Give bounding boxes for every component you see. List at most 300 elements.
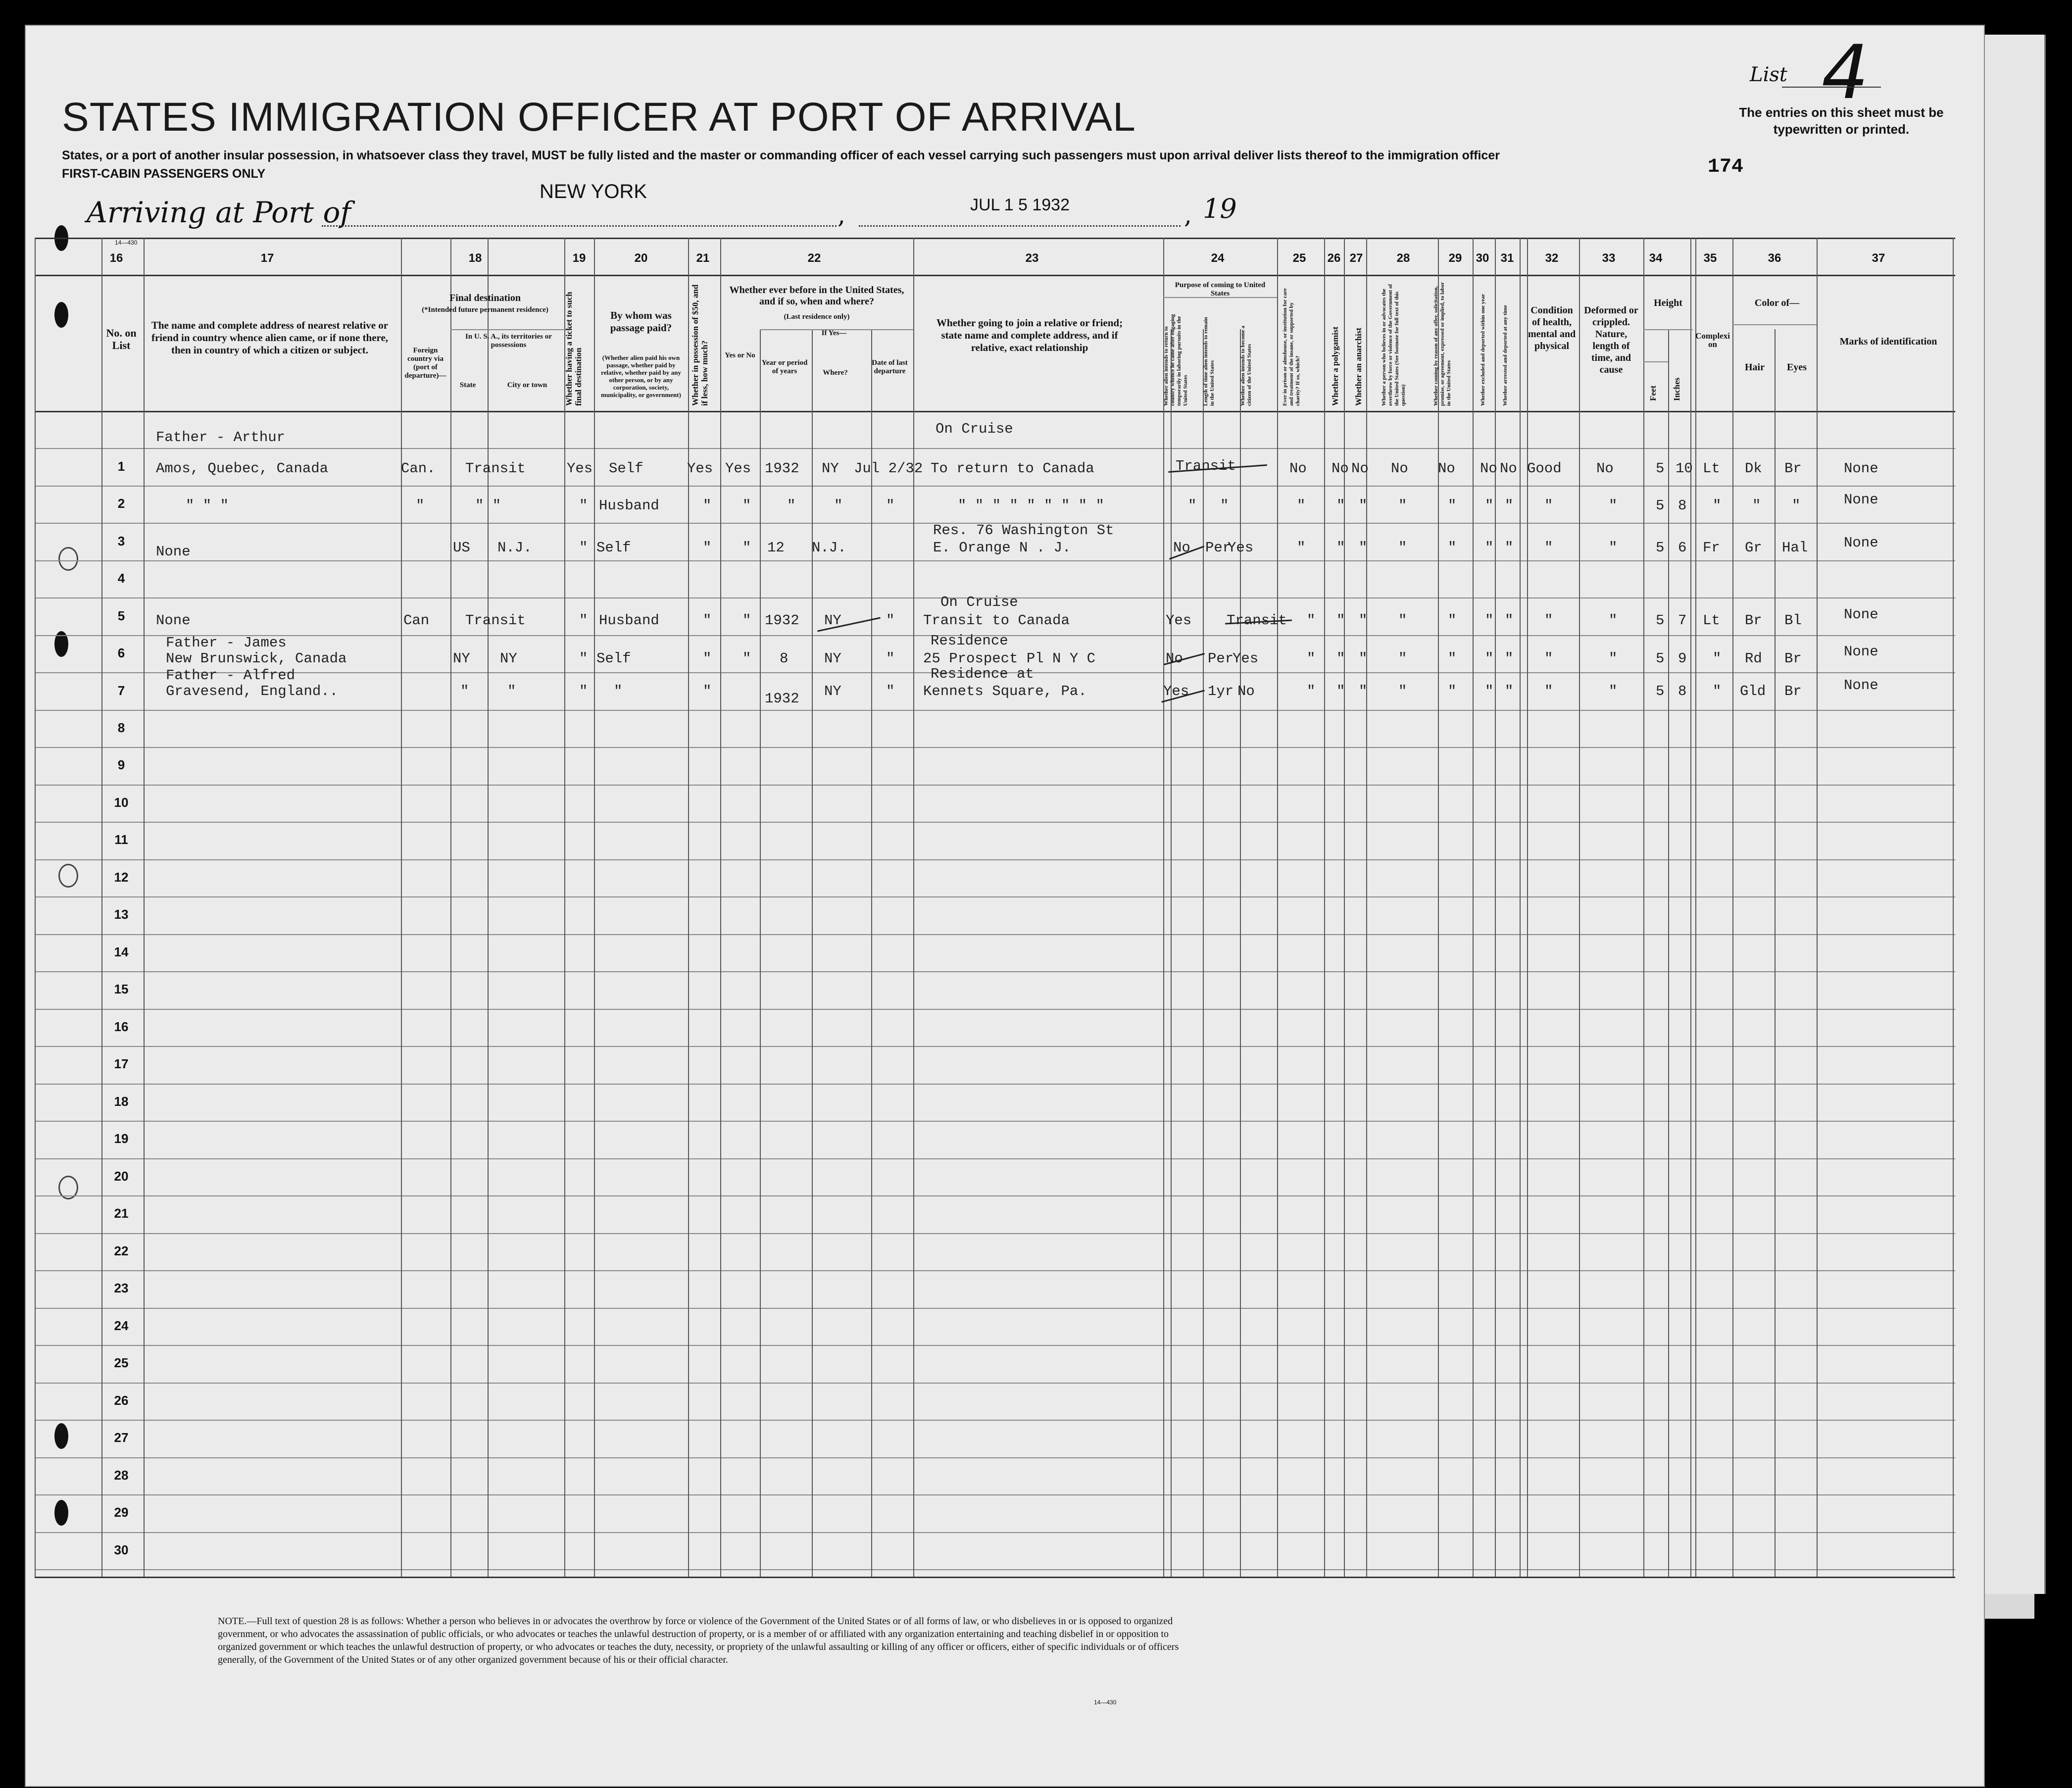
header-complexion: Complexion — [1695, 331, 1730, 349]
entry-text: " — [1792, 497, 1801, 514]
header-where: Where? — [823, 369, 848, 377]
row-number: 1 — [117, 459, 125, 474]
header-purpose-return: Whether alien intends to return to country whence he came after engaging temporarily in laboring pursuits in the United States — [1163, 314, 1188, 406]
entry-text: " — [703, 497, 712, 514]
entry-text: Transit — [465, 612, 526, 629]
entry-text: Hal — [1782, 540, 1808, 556]
entry-text: Yes — [687, 460, 713, 477]
entry-text: " — [1448, 683, 1457, 699]
header-marks: Marks of identification — [1839, 336, 1937, 347]
entry-text: No — [1332, 460, 1349, 477]
entry-text: " — [1448, 612, 1457, 629]
header-city: City or town — [507, 381, 547, 389]
row-number: 3 — [117, 534, 125, 548]
entry-text: " — [1297, 497, 1306, 514]
entry-text: No — [1173, 540, 1190, 556]
header-state: State — [459, 381, 476, 389]
entry-text: 6 — [1678, 540, 1687, 556]
table-column-rule — [594, 238, 595, 1577]
table-column-rule — [1953, 238, 1954, 1577]
entry-text: " — [1505, 497, 1514, 514]
entry-text: " — [703, 683, 712, 699]
row-number: 30 — [114, 1542, 129, 1557]
entry-text: " — [1609, 650, 1618, 667]
table-rule — [1732, 324, 1817, 325]
entry-text: 1yr — [1208, 683, 1234, 699]
header-inches: Inches — [1672, 377, 1681, 401]
header-ever-before-sub: (Last residence only) — [784, 313, 850, 321]
entry-text: " — [1307, 650, 1316, 667]
table-rule — [35, 1577, 1955, 1578]
entry-text: " — [1307, 612, 1316, 629]
table-column-rule — [1775, 329, 1776, 1577]
table-rule — [35, 1195, 1955, 1196]
entry-text: On Cruise — [936, 421, 1013, 437]
entry-text: " — [1359, 497, 1368, 514]
header-date-departure: Date of last departure — [872, 359, 908, 375]
header-purpose: Purpose of coming to United States — [1175, 281, 1266, 298]
table-rule — [35, 1121, 1955, 1122]
entry-text: 1932 — [765, 691, 799, 707]
row-number: 15 — [114, 982, 129, 996]
entry-text: " — [1336, 650, 1345, 667]
entry-text: New Brunswick, Canada — [166, 650, 347, 667]
row-number: 14 — [114, 944, 129, 959]
column-number: 27 — [1349, 251, 1363, 265]
entry-text: NY — [824, 683, 841, 699]
entry-text: 8 — [1678, 683, 1687, 699]
table-rule — [35, 238, 1955, 239]
entry-text: " — [742, 497, 751, 514]
row-number: 27 — [114, 1430, 129, 1445]
entry-text: Self — [609, 460, 643, 477]
entry-text: " — [1544, 497, 1553, 514]
entry-text: " — [1336, 540, 1345, 556]
entry-text: Self — [596, 650, 631, 667]
table-rule — [1643, 329, 1693, 330]
entry-text: Kennets Square, Pa. — [923, 683, 1087, 699]
entry-text: " — [1307, 683, 1316, 699]
arriving-label: Arriving at Port of — [87, 196, 351, 229]
table-rule — [35, 1569, 1955, 1570]
entry-text: " — [614, 683, 623, 699]
entry-text: " — [1609, 497, 1618, 514]
header-prison: Ever in prison or almshouse, or institution for care and treatment of the insane, or supported by charity? If so, which? — [1282, 288, 1301, 406]
header-color: Color of— — [1754, 298, 1800, 308]
entry-text: Br — [1745, 612, 1762, 629]
table-rule — [35, 1270, 1955, 1271]
entry-text: Bl — [1784, 612, 1802, 629]
entry-text: 25 Prospect Pl N Y C — [923, 650, 1096, 667]
entry-text: 7 — [1678, 612, 1687, 629]
entry-text: Father - James — [166, 635, 287, 651]
entry-text: " — [1359, 650, 1368, 667]
table-column-rule — [1668, 329, 1669, 1577]
row-number: 19 — [114, 1131, 129, 1146]
list-label: List — [1750, 63, 1787, 86]
entry-text: 8 — [780, 650, 789, 667]
entry-text: " — [1448, 650, 1457, 667]
row-number: 29 — [114, 1505, 129, 1520]
entry-text: " — [1297, 540, 1306, 556]
entry-text: 8 — [1678, 497, 1687, 514]
entry-text: Can — [403, 612, 430, 629]
entry-text: None — [156, 544, 191, 560]
row-number: 2 — [117, 496, 125, 511]
entry-text: On Cruise — [940, 594, 1018, 610]
table-column-rule — [450, 238, 451, 1577]
header-final-destination-sub: (*Intended future permanent residence) — [422, 306, 548, 314]
table-column-rule — [1344, 238, 1345, 1577]
table-column-rule — [1366, 238, 1367, 1577]
entry-text: Rd — [1745, 650, 1762, 667]
entry-text: " — [1336, 497, 1345, 514]
table-rule — [35, 785, 1955, 786]
table-column-rule — [720, 238, 721, 1577]
column-number: 35 — [1703, 251, 1717, 265]
table-column-rule — [1277, 238, 1278, 1577]
entry-text: To return to Canada — [931, 460, 1094, 477]
header-question-31: Whether arrested and deported at any time — [1502, 305, 1508, 406]
entry-text: No — [1166, 650, 1183, 667]
column-number: 19 — [572, 251, 586, 265]
table-column-rule — [1473, 238, 1474, 1577]
entry-text: " — [886, 612, 895, 629]
entry-text: US — [453, 540, 470, 556]
entry-text: " — [1359, 683, 1368, 699]
entry-text: " — [1220, 497, 1229, 514]
entry-text: Lt — [1703, 460, 1720, 477]
column-number: 29 — [1448, 251, 1462, 265]
table-column-rule — [1240, 329, 1241, 1577]
header-relative: The name and complete address of nearest relative or friend in country whence alien came, or if none there, then in country of which a citizen or subject. — [151, 319, 389, 356]
header-paid: By whom was passage paid? — [610, 309, 672, 334]
entry-text: " — [1359, 540, 1368, 556]
header-deformed: Deformed or crippled. Nature, length of time, and cause — [1584, 305, 1638, 375]
row-number: 9 — [117, 757, 125, 772]
row-number: 5 — [117, 608, 125, 623]
entry-text: Self — [596, 540, 631, 556]
entry-text: " — [1485, 612, 1494, 629]
entry-text: " — [1713, 683, 1722, 699]
table-column-rule — [688, 238, 689, 1577]
entry-text: No — [1237, 683, 1255, 699]
page-title: STATES IMMIGRATION OFFICER AT PORT OF ARRIVAL — [62, 95, 1136, 140]
arrival-date-stamp: JUL 1 5 1932 — [970, 196, 1070, 214]
entry-text: " — [703, 612, 712, 629]
table-rule — [35, 710, 1955, 711]
table-column-rule — [488, 238, 489, 1577]
entry-text: " — [460, 683, 469, 699]
entry-text: " — [703, 540, 712, 556]
entry-text: Yes — [567, 460, 593, 477]
entry-text: Transit — [1227, 612, 1287, 629]
entry-text: No — [1500, 460, 1517, 477]
table-column-rule — [1203, 329, 1204, 1577]
list-number: 4 — [1822, 30, 1869, 116]
table-rule — [35, 1532, 1955, 1533]
table-rule — [35, 1046, 1955, 1047]
entry-text: 1932 — [765, 460, 799, 477]
entry-text: " — [886, 683, 895, 699]
entry-text: " — [1713, 650, 1722, 667]
entry-text: Fr — [1703, 540, 1720, 556]
header-question-29: Whether coming by reason of any offer, solicitation, promise, or agreement, expressed or implied, to labor in the United States — [1433, 282, 1452, 406]
entry-text: " — [1398, 612, 1407, 629]
header-purpose-length: Length of time alien intends to remain in the United States — [1203, 317, 1215, 406]
entry-text: Jul 2/32 — [854, 460, 923, 477]
entry-text: " — [1485, 540, 1494, 556]
entry-text: None — [1844, 677, 1878, 694]
header-foreign-country: Foreign country via (port of departure)— — [404, 347, 446, 380]
entries-note: The entries on this sheet must be typewritten or printed. — [1739, 105, 1944, 137]
table-column-rule — [1438, 238, 1439, 1577]
entry-text: 9 — [1678, 650, 1687, 667]
table-rule — [35, 822, 1955, 823]
entry-text: 5 — [1656, 650, 1665, 667]
entry-text: Father - Alfred — [166, 667, 296, 684]
table-column-rule — [913, 238, 914, 1577]
entry-text: " — [1713, 497, 1722, 514]
entry-text: None — [1844, 492, 1878, 508]
entry-text: None — [1844, 460, 1878, 477]
entry-text: " — [579, 540, 588, 556]
entry-text: NY — [824, 650, 841, 667]
entry-text: " — [742, 650, 751, 667]
entry-text: " — [1752, 497, 1761, 514]
entry-text: Residence — [931, 633, 1008, 649]
entry-text: " — [1544, 612, 1553, 629]
entry-text: " — [579, 650, 588, 667]
table-rule — [35, 747, 1955, 748]
row-number: 20 — [114, 1169, 129, 1184]
header-no-on-list: No. on List — [106, 327, 137, 351]
entry-text: " — [1485, 650, 1494, 667]
class-line: FIRST-CABIN PASSENGERS ONLY — [62, 167, 266, 181]
table-rule — [35, 1383, 1955, 1384]
entry-text: Dk — [1745, 460, 1762, 477]
entry-text: " — [1544, 540, 1553, 556]
entry-text: Gld — [1740, 683, 1766, 699]
entry-text: N.J. — [812, 540, 846, 556]
column-number: 24 — [1211, 251, 1225, 265]
entry-text: None — [1844, 644, 1878, 660]
entry-text: NY — [453, 650, 470, 667]
table-column-rule — [1695, 238, 1696, 1577]
entry-text: Lt — [1703, 612, 1720, 629]
entry-text: NY — [824, 612, 841, 629]
table-column-rule — [35, 238, 36, 1577]
header-hair: Hair — [1745, 362, 1765, 373]
table-column-rule — [564, 238, 565, 1577]
entry-text: " — [1609, 540, 1618, 556]
column-number: 18 — [468, 251, 482, 265]
entry-text: 10 — [1676, 460, 1693, 477]
entry-text: No — [1480, 460, 1497, 477]
entry-text: " — [1505, 683, 1514, 699]
column-number: 25 — [1292, 251, 1306, 265]
entry-text: " " — [475, 497, 501, 514]
table-column-rule — [1732, 238, 1733, 1577]
entry-text: " " " — [186, 497, 229, 514]
table-rule — [35, 859, 1955, 860]
entry-text: Yes — [1166, 612, 1192, 629]
entry-text: " — [703, 650, 712, 667]
entry-text: Per — [1208, 650, 1234, 667]
table-column-rule — [144, 238, 145, 1577]
entry-text: " — [1336, 683, 1345, 699]
row-number: 6 — [117, 646, 125, 660]
row-number: 25 — [114, 1355, 129, 1370]
entry-text: " — [1505, 540, 1514, 556]
row-number: 10 — [114, 795, 129, 810]
column-number: 33 — [1602, 251, 1616, 265]
table-column-rule — [1520, 238, 1521, 1577]
entry-text: 12 — [767, 540, 785, 556]
entry-text: " — [1505, 612, 1514, 629]
table-column-rule — [871, 329, 872, 1577]
table-rule — [35, 1308, 1955, 1309]
form-code: 14—430 — [115, 239, 138, 246]
table-column-rule — [1690, 238, 1691, 1577]
column-number: 17 — [260, 251, 274, 265]
table-rule — [35, 1494, 1955, 1495]
entry-text: None — [156, 612, 191, 629]
header-health: Condition of health, mental and physical — [1528, 305, 1576, 351]
table-rule — [35, 1233, 1955, 1234]
header-join-relative: Whether going to join a relative or friend; state name and complete address, and if relative, exact relationship — [936, 317, 1123, 353]
entry-text: Per — [1205, 540, 1232, 556]
footnote-code: 14—430 — [1094, 1699, 1117, 1706]
sheet-number: 174 — [1708, 156, 1744, 178]
table-rule — [35, 411, 1955, 412]
entry-text: 5 — [1656, 683, 1665, 699]
header-paid-sub: (Whether alien paid his own passage, whether paid by relative, whether paid by any other person, or by any corporation, society, municipality, or government) — [601, 354, 681, 398]
entry-text: Br — [1784, 683, 1802, 699]
entry-text: " — [1544, 683, 1553, 699]
header-polygamist: Whether a polygamist — [1331, 326, 1340, 406]
entry-text: Father - Arthur — [156, 429, 286, 446]
entry-text: " — [507, 683, 516, 699]
entry-text: Gravesend, England.. — [166, 683, 339, 699]
entry-text: None — [1844, 606, 1878, 623]
row-number: 16 — [114, 1019, 129, 1034]
entry-text: " — [579, 497, 588, 514]
column-number: 34 — [1649, 251, 1663, 265]
entry-text: " — [886, 650, 895, 667]
row-number: 24 — [114, 1318, 129, 1333]
entry-text: Res. 76 Washington St — [933, 522, 1114, 539]
table-column-rule — [1163, 238, 1164, 1577]
header-usa: In U. S. A., its territories or possessions — [465, 333, 552, 349]
entry-text: " — [1359, 612, 1368, 629]
row-number: 22 — [114, 1243, 129, 1258]
table-rule — [35, 1009, 1955, 1010]
table-column-rule — [812, 329, 813, 1577]
header-yes-no: Yes or No — [725, 351, 755, 359]
entry-text: No — [1289, 460, 1307, 477]
table-column-rule — [401, 238, 402, 1577]
table-rule — [35, 486, 1955, 487]
entry-text: Husband — [599, 612, 659, 629]
header-question-30: Whether excluded and deported within one year — [1480, 294, 1486, 406]
row-number: 18 — [114, 1094, 129, 1109]
table-column-rule — [1495, 238, 1496, 1577]
table-rule — [35, 560, 1955, 561]
port-value: NEW YORK — [540, 181, 647, 202]
entry-text: Yes — [1233, 650, 1259, 667]
entry-text: E. Orange N . J. — [933, 540, 1071, 556]
entry-text: None — [1844, 535, 1878, 551]
table-rule — [35, 448, 1955, 449]
table-column-rule — [1171, 329, 1172, 1577]
entry-text: " — [834, 497, 843, 514]
header-anarchist: Whether an anarchist — [1354, 327, 1363, 406]
table-rule — [35, 1457, 1955, 1458]
instructions-text: States, or a port of another insular possession, in whatsoever class they travel, MUST be fully listed and the master or commanding officer of each vessel carrying such passengers must upon arrival deliver lists thereof to the immigration officer — [62, 149, 1500, 162]
header-if-yes: If Yes— — [821, 329, 847, 337]
table-column-rule — [760, 329, 761, 1577]
column-number: 28 — [1396, 251, 1410, 265]
entry-text: Br — [1784, 460, 1802, 477]
entry-text: " — [416, 497, 425, 514]
table-rule — [35, 1345, 1955, 1346]
column-number: 30 — [1476, 251, 1489, 265]
entry-text: Amos, Quebec, Canada — [156, 460, 329, 477]
entry-text: Husband — [599, 497, 659, 514]
row-number: 4 — [117, 571, 125, 586]
entry-text: Transit — [1176, 458, 1236, 474]
column-number: 16 — [109, 251, 123, 265]
entry-text: " — [1336, 612, 1345, 629]
entry-text: Yes — [1163, 683, 1189, 699]
entry-text: " — [579, 612, 588, 629]
entry-text: Can. — [401, 460, 436, 477]
column-number: 21 — [696, 251, 710, 265]
entry-text: " — [1398, 650, 1407, 667]
table-column-rule — [101, 238, 102, 1577]
entry-text: Residence at — [931, 666, 1034, 682]
row-number: 12 — [114, 870, 129, 885]
entry-text: 5 — [1656, 540, 1665, 556]
column-number: 26 — [1327, 251, 1341, 265]
entry-text: " — [1448, 540, 1457, 556]
entry-text: N.J. — [497, 540, 532, 556]
entry-text: " — [1448, 497, 1457, 514]
entry-text: " — [1505, 650, 1514, 667]
entry-text: NY — [822, 460, 839, 477]
entry-text: Yes — [725, 460, 751, 477]
entry-text: Gr — [1745, 540, 1762, 556]
header-year: Year or period of years — [761, 359, 808, 375]
entry-text: NY — [500, 650, 517, 667]
entry-text: " — [1188, 497, 1197, 514]
entry-text: " — [742, 540, 751, 556]
entry-text: " — [1485, 683, 1494, 699]
entry-text: Good — [1527, 460, 1562, 477]
column-number: 37 — [1872, 251, 1885, 265]
entry-text: No — [1351, 460, 1369, 477]
table-rule — [35, 1420, 1955, 1421]
row-number: 13 — [114, 907, 129, 922]
entry-text: 5 — [1656, 612, 1665, 629]
table-rule — [35, 275, 1955, 276]
entry-text: " — [1398, 497, 1407, 514]
entry-text: No — [1438, 460, 1455, 477]
entry-text: 5 — [1656, 497, 1665, 514]
entry-text: " — [886, 497, 895, 514]
table-column-rule — [1324, 238, 1325, 1577]
